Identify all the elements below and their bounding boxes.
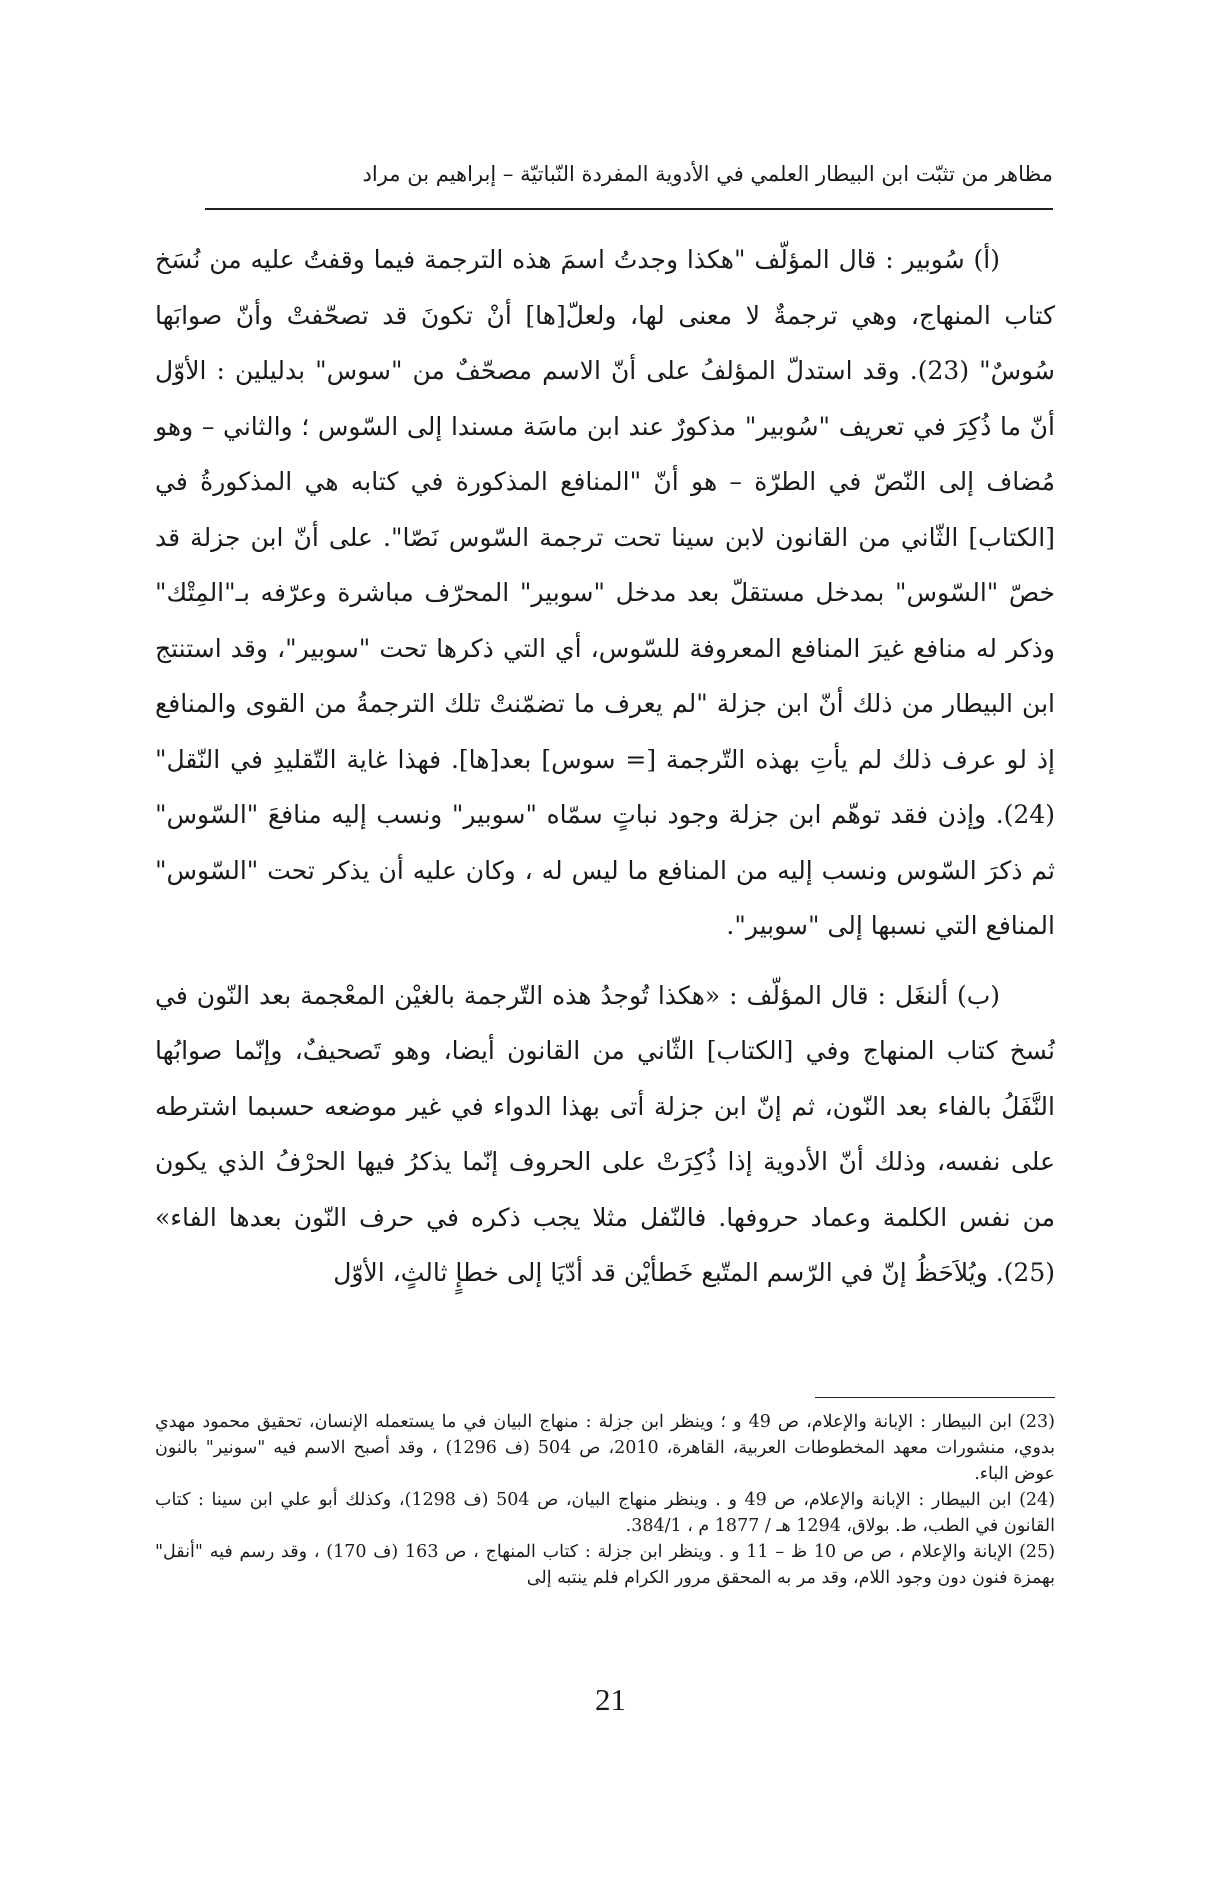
- footnote-24: (24) ابن البيطار : الإبانة والإعلام، ص 49 و . وينظر منهاج البيان، ص 504 (ف 1298)، وكذلك أبو علي ابن سينا : كتاب القانون في الطب، ط. بولاق، 1294 هـ / 1877 م ، 384/1.: [155, 1490, 1056, 1536]
- page-number: 21: [595, 1682, 626, 1717]
- header-rule: [205, 208, 1053, 210]
- body-text: [155, 232, 1055, 1301]
- paragraph-a: (أ) سُوبير : قال المؤلّف "هكذا وجدتُ اسمَ هذه الترجمة فيما وقفتُ عليه من نُسَخ كتاب المنهاج، وهي ترجمةٌ لا معنى لها، ولعلّ[ها] أنْ تكونَ قد تصحّفتْ وأنّ صوابَها سُوسٌ" (23). وقد استدلّ المؤلفُ على أنّ الاسم مصحّفٌ من "سوس" بدليلين : الأوّل أنّ ما ذُكِرَ في تعريف "سُوبير" مذكورٌ عند ابن ماسَة مسندا إلى السّوس ؛ والثاني – وهو مُضاف إلى النّصّ في الطرّة – هو أنّ "المنافع المذكورة في كتابه هي المذكورةُ في [الكتاب] الثّاني من القانون لابن سينا تحت ترجمة السّوس نَصّا". على أنّ ابن جزلة قد خصّ "السّوس" بمدخل مستقلّ بعد مدخل "سوبير" المحرّف مباشرة وعرّفه بـ"المِتْك" وذكر له منافع غيرَ المنافع المعروفة للسّوس، أي التي ذكرها تحت "سوبير"، وقد استنتج ابن البيطار من ذلك أنّ ابن جزلة "لم يعرف ما تضمّنتْ تلك الترجمةُ من القوى والمنافع إذ لو عرف ذلك لم يأتِ بهذه التّرجمة [= سوس] بعد[ها]. فهذا غاية التّقليدِ في النّقل" (24). وإذن فقد توهّم ابن جزلة وجود نباتٍ سمّاه "سوبير" ونسب إليه منافعَ "السّوس" ثم ذكرَ السّوس ونسب إليه من المنافع ما ليس له ، وكان عليه أن يذكر تحت "السّوس" المنافع التي نسبها إلى "سوبير".: [155, 245, 1055, 940]
- footnote-25: (25) الإبانة والإعلام ، ص ص 10 ظ – 11 و . وينظر ابن جزلة : كتاب المنهاج ، ص 163 (ف 170) ، وقد رسم فيه "أنقل" بهمزة فنون دون وجود اللام، وقد مر به المحقق مرور الكرام فلم ينتبه إلى: [155, 1542, 1056, 1588]
- footnotes: [155, 1409, 1055, 1591]
- footnote-rule: [815, 1397, 1055, 1398]
- footnote-23: (23) ابن البيطار : الإبانة والإعلام، ص 49 و ؛ وينظر ابن جزلة : منهاج البيان في ما يستعمله الإنسان، تحقيق محمود مهدي بدوي، منشورات معهد المخطوطات العربية، القاهرة، 2010، ص 504 (ف 1296) ، وقد أصبح الاسم فيه "سونير" بالنون عوض الباء.: [155, 1412, 1055, 1484]
- paragraph-b: (ب) ألنغَل : قال المؤلّف : «هكذا تُوجدُ هذه التّرجمة بالغيْن المعْجمة بعد النّون في نُسخ كتاب المنهاج وفي [الكتاب] الثّاني من القانون أيضا، وهو تَصحيفٌ، وإنّما صوابُها النَّفَلُ بالفاء بعد النّون، ثم إنّ ابن جزلة أتى بهذا الدواء في غير موضعه حسبما اشترطه على نفسه، وذلك أنّ الأدوية إذا ذُكِرَتْ على الحروف إنّما يذكرُ فيها الحرْفُ الذي يكون من نفس الكلمة وعماد حروفها. فالنّفل مثلا يجب ذكره في حرف النّون بعدها الفاء» (25). ويُلاَحَظُ إنّ في الرّسم المتّبع خَطأيْن قد أدّيَا إلى خطإٍ ثالثٍ، الأوّل: [155, 980, 1055, 1287]
- running-header: مظاهر من تثبّت ابن البيطار العلمي في الأدوية المفردة النّباتيّة – إبراهيم بن مراد: [362, 162, 1053, 186]
